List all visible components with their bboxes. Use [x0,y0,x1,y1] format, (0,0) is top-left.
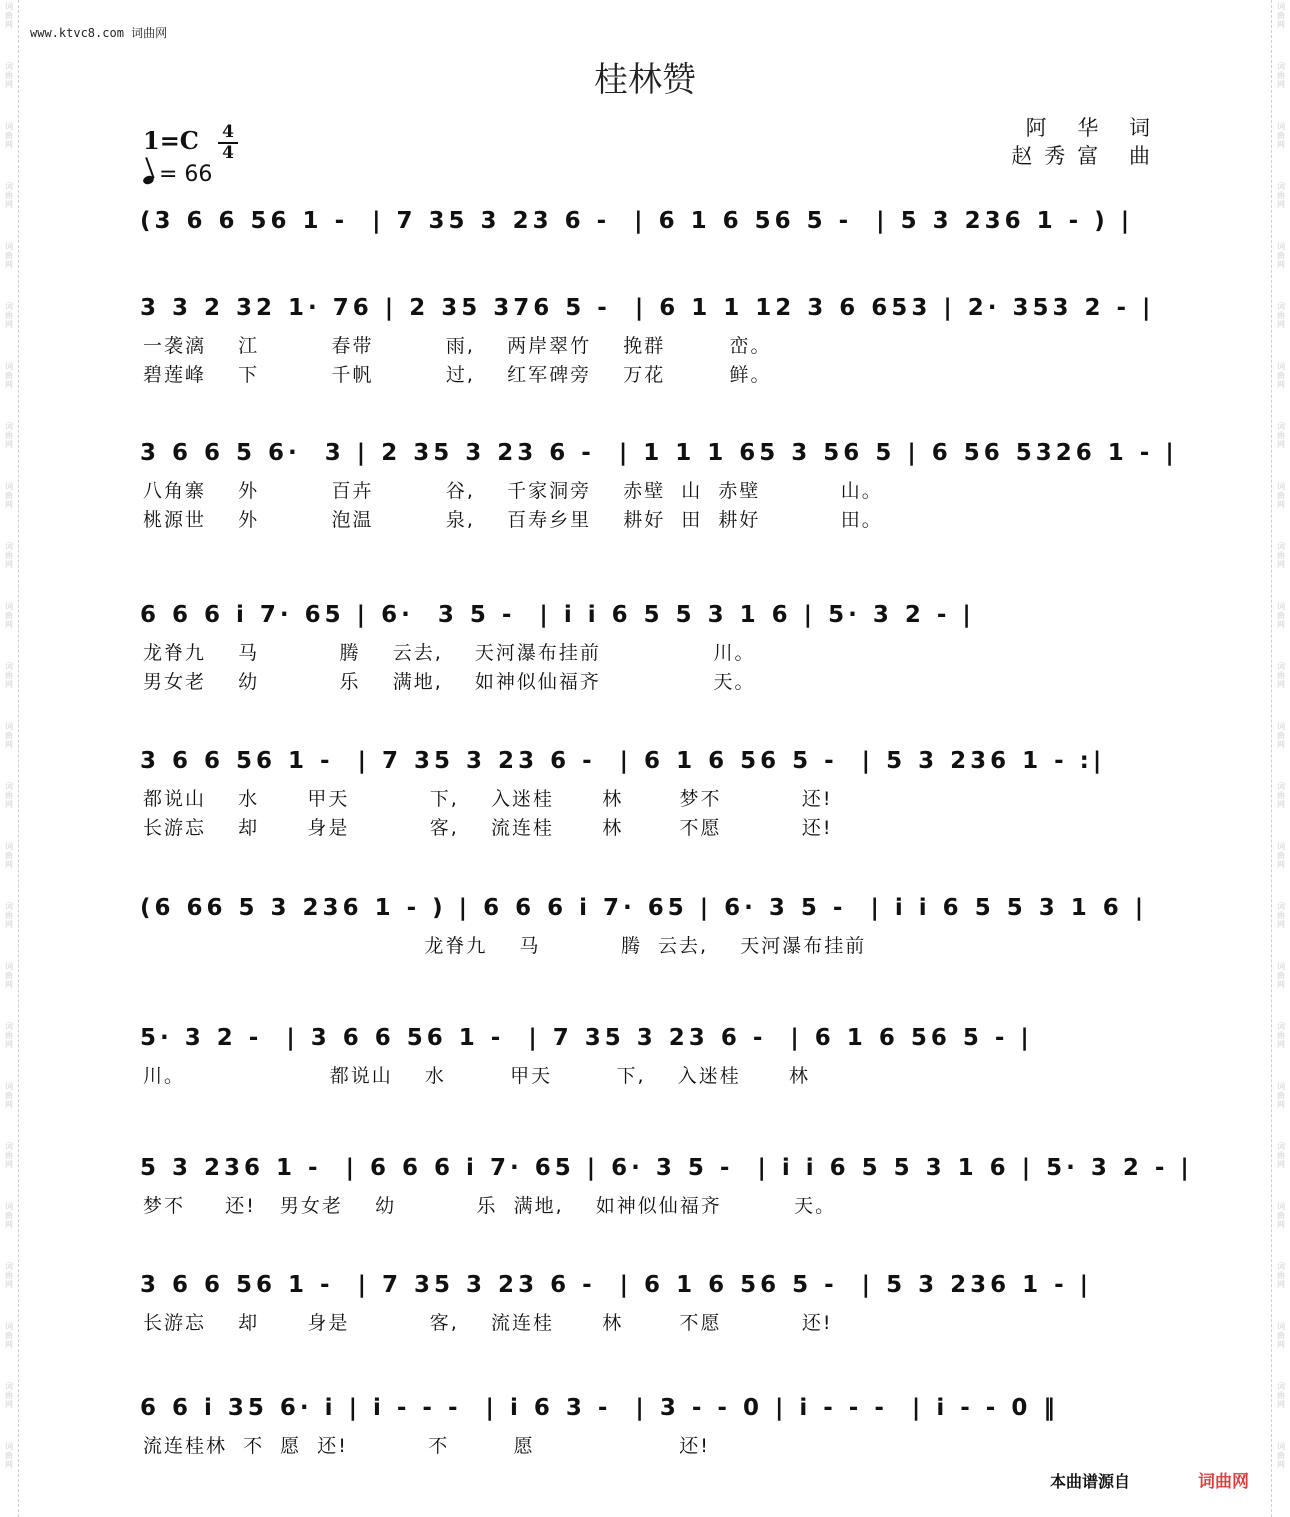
source-label: 本曲谱源自 [1050,1472,1131,1491]
watermark-text: 词曲网 [5,1382,13,1409]
notation-line: 5· 3 2 - | 3 6 6 56 1 - | 7 35 3 23 6 - | 6 1 6 56 5 - | [140,1025,1033,1051]
site-url-text[interactable]: www.ktvc8.com [30,26,124,40]
notation-line: (3 6 6 56 1 - | 7 35 3 23 6 - | 6 1 6 56 5 - | 5 3 236 1 - ) | [140,208,1134,234]
lyric-line: 川。 都说山 水 甲天 下, 入迷桂 林 [143,1065,810,1087]
watermark-text: 词曲网 [5,1202,13,1229]
lyric-line: 男女老 幼 乐 满地, 如神似仙福齐 天。 [143,671,756,693]
lyric-line: 八角寨 外 百卉 谷, 千家洞旁 赤壁 山 赤壁 山。 [143,480,883,502]
watermark-text: 词曲网 [1277,1202,1285,1229]
watermark-text: 词曲网 [5,1442,13,1469]
watermark-text: 词曲网 [5,422,13,449]
watermark-text: 词曲网 [1277,1382,1285,1409]
watermark-text: 词曲网 [1277,1262,1285,1289]
lyric-line: 梦不 还! 男女老 幼 乐 满地, 如神似仙福齐 天。 [143,1195,837,1217]
notation-line: 3 6 6 56 1 - | 7 35 3 23 6 - | 6 1 6 56 5 - | 5 3 236 1 - :| [140,748,1106,774]
notation-line: (6 66 5 3 236 1 - ) | 6 6 6 i 7· 65 | 6· 3 5 - | i i 6 5 5 3 1 6 | [140,895,1148,921]
watermark-text: 词曲网 [1277,902,1285,929]
watermark-text: 词曲网 [5,782,13,809]
watermark-text: 词曲网 [1277,2,1285,29]
site-name-text[interactable]: 词曲网 [131,26,168,40]
watermark-text: 词曲网 [1277,782,1285,809]
watermark-text: 词曲网 [1277,722,1285,749]
watermark-text: 词曲网 [1277,302,1285,329]
watermark-text: 词曲网 [5,302,13,329]
lyric-line: 桃源世 外 泡温 泉, 百寿乡里 耕好 田 耕好 田。 [143,509,883,531]
watermark-text: 词曲网 [5,542,13,569]
watermark-text: 词曲网 [5,122,13,149]
watermark-text: 词曲网 [5,602,13,629]
watermark-text: 词曲网 [1277,482,1285,509]
watermark-text: 词曲网 [5,1022,13,1049]
time-signature [218,124,238,162]
lyric-line: 长游忘 却 身是 客, 流连桂 林 不愿 还! [143,1312,833,1334]
watermark-text: 词曲网 [1277,1322,1285,1349]
lyric-line: 流连桂林 不 愿 还! 不 愿 还! [143,1435,710,1457]
watermark-text: 词曲网 [1277,242,1285,269]
watermark-text: 词曲网 [5,842,13,869]
notation-line: 6 6 i 35 6· i | i - - - | i 6 3 - | 3 - - 0 | i - - - | i - - 0 ‖ [140,1395,1059,1421]
watermark-text: 词曲网 [5,1322,13,1349]
watermark-text: 词曲网 [1277,362,1285,389]
lyric-line: 龙脊九 马 腾 云去, 天河瀑布挂前 川。 [143,642,756,664]
watermark-text: 词曲网 [1277,662,1285,689]
lyric-line: 都说山 水 甲天 下, 入迷桂 林 梦不 还! [143,788,833,810]
watermark-text: 词曲网 [1277,1082,1285,1109]
watermark-text: 词曲网 [5,902,13,929]
watermark-text: 词曲网 [5,722,13,749]
quarter-note-icon [142,174,155,185]
watermark-text: 词曲网 [1277,62,1285,89]
watermark-text: 词曲网 [5,242,13,269]
notation-line: 3 3 2 32 1· 76 | 2 35 376 5 - | 6 1 1 12 3 6 653 | 2· 353 2 - | [140,295,1155,321]
watermark-text: 词曲网 [1277,122,1285,149]
tempo-value: = 66 [159,162,213,187]
watermark-text: 词曲网 [5,62,13,89]
watermark-text: 词曲网 [5,482,13,509]
watermark-text: 词曲网 [1277,1442,1285,1469]
time-signature-top: 4 [222,122,234,142]
tempo-marking [143,162,212,187]
composer-credit: 赵秀富 曲 [1011,144,1162,168]
source-site-link[interactable]: 词曲网 [1198,1472,1249,1492]
watermark-text: 词曲网 [1277,842,1285,869]
watermark-text: 词曲网 [5,1142,13,1169]
watermark-text: 词曲网 [1277,542,1285,569]
left-watermark-strip [0,0,19,1517]
key-signature: 1=C [143,126,199,155]
watermark-text: 词曲网 [1277,602,1285,629]
watermark-text: 词曲网 [1277,422,1285,449]
watermark-text: 词曲网 [1277,962,1285,989]
notation-line: 6 6 6 i 7· 65 | 6· 3 5 - | i i 6 5 5 3 1 6 | 5· 3 2 - | [140,602,975,628]
lyric-line: 长游忘 却 身是 客, 流连桂 林 不愿 还! [143,817,833,839]
lyric-line: 龙脊九 马 腾 云去, 天河瀑布挂前 [143,935,867,957]
right-watermark-strip [1271,0,1290,1517]
notation-line: 5 3 236 1 - | 6 6 6 i 7· 65 | 6· 3 5 - | i i 6 5 5 3 1 6 | 5· 3 2 - | [140,1155,1193,1181]
watermark-text: 词曲网 [5,1082,13,1109]
watermark-text: 词曲网 [5,182,13,209]
watermark-text: 词曲网 [1277,182,1285,209]
watermark-text: 词曲网 [5,2,13,29]
watermark-text: 词曲网 [5,962,13,989]
credits [1011,114,1162,170]
notation-line: 3 6 6 56 1 - | 7 35 3 23 6 - | 6 1 6 56 5 - | 5 3 236 1 - | [140,1272,1093,1298]
watermark-text: 词曲网 [5,662,13,689]
song-title: 桂林赞 [594,60,696,100]
notation-line: 3 6 6 5 6· 3 | 2 35 3 23 6 - | 1 1 1 65 3 56 5 | 6 56 5326 1 - | [140,440,1178,466]
lyric-line: 一袭漓 江 春带 雨, 两岸翠竹 挽群 峦。 [143,335,772,357]
watermark-text: 词曲网 [5,362,13,389]
time-signature-bottom: 4 [222,143,234,163]
site-url[interactable] [30,24,167,41]
lyricist-credit: 阿 华 词 [1025,116,1162,140]
watermark-text: 词曲网 [1277,1142,1285,1169]
watermark-text: 词曲网 [1277,1022,1285,1049]
watermark-text: 词曲网 [5,1262,13,1289]
lyric-line: 碧莲峰 下 千帆 过, 红军碑旁 万花 鲜。 [143,364,772,386]
